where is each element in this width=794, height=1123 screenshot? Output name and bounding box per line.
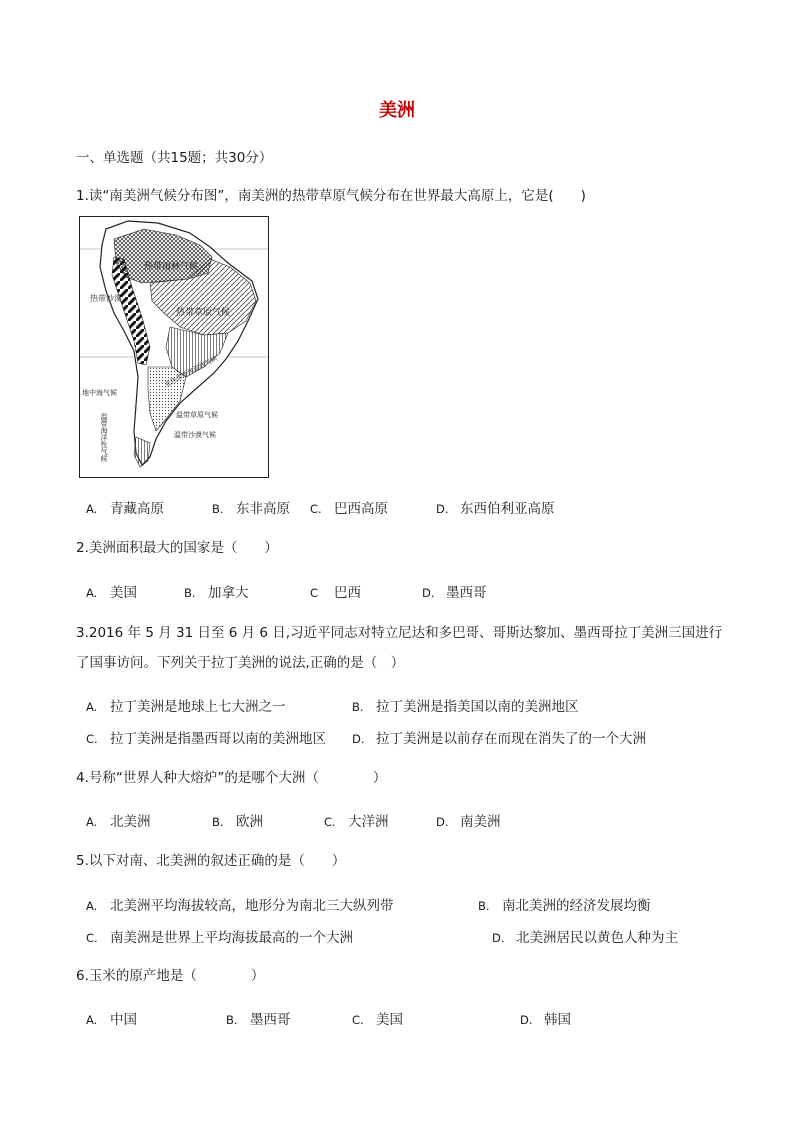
question-4-stem: 4.号称“世界人种大熔炉”的是哪个大洲（ ）	[76, 770, 387, 786]
option-d[interactable]: D. 北美洲居民以黄色人种为主	[492, 930, 678, 946]
map-label-temperate-desert: 温带沙漠气候	[174, 431, 216, 439]
option-a[interactable]: A. 拉丁美洲是地球上七大洲之一	[86, 699, 286, 715]
option-a[interactable]: A. 青藏高原	[86, 501, 164, 517]
question-3-stem: 3.2016 年 5 月 31 日至 6 月 6 日,习近平同志对特立尼达和多巴哥、哥斯达黎加、墨西哥拉丁美洲三国进行了国事访问。下列关于拉丁美洲的说法,正确的是（ ）	[76, 625, 723, 671]
south-america-climate-map	[79, 216, 269, 478]
option-c[interactable]: C. 美国	[352, 1012, 403, 1028]
climate-map-svg	[80, 217, 268, 477]
question-6-stem: 6.玉米的原产地是（ ）	[76, 968, 265, 984]
option-b[interactable]: B. 加拿大	[184, 585, 249, 601]
option-b[interactable]: B. 欧洲	[212, 814, 263, 830]
option-b[interactable]: B. 东非高原	[212, 501, 290, 517]
option-c[interactable]: C. 巴西高原	[310, 501, 388, 517]
map-label-rainforest: 热带雨林气候	[144, 262, 199, 272]
question-1-stem: 1.读“南美洲气候分布图”，南美洲的热带草原气候分布在世界最大高原上，它是( )	[76, 188, 586, 204]
map-label-savanna: 热带草原气候	[176, 308, 231, 318]
option-b[interactable]: B. 南北美洲的经济发展均衡	[478, 898, 651, 914]
option-d[interactable]: D. 墨西哥	[422, 585, 487, 601]
option-c[interactable]: C. 拉丁美洲是指墨西哥以南的美洲地区	[86, 731, 326, 747]
option-d[interactable]: D. 拉丁美洲是以前存在而现在消失了的一个大洲	[352, 731, 646, 747]
option-a[interactable]: A. 北美洲平均海拔较高，地形分为南北三大纵列带	[86, 898, 394, 914]
option-b[interactable]: B. 拉丁美洲是指美国以南的美洲地区	[352, 699, 579, 715]
map-label-temperate-grass: 温带草原气候	[176, 411, 218, 419]
option-d[interactable]: D. 南美洲	[436, 814, 501, 830]
option-a[interactable]: A. 中国	[86, 1012, 137, 1028]
map-label-temperate-ocean: 温带海洋性气候	[100, 413, 108, 462]
section-heading: 一、单选题（共15题；共30分）	[76, 150, 273, 166]
option-d[interactable]: D. 韩国	[520, 1012, 571, 1028]
option-a[interactable]: A. 美国	[86, 585, 137, 601]
option-b[interactable]: B. 墨西哥	[226, 1012, 291, 1028]
map-label-desert: 热带沙漠	[90, 294, 122, 303]
question-2-stem: 2.美洲面积最大的国家是（ ）	[76, 540, 278, 556]
question-5-stem: 5.以下对南、北美洲的叙述正确的是（ ）	[76, 853, 346, 869]
option-a[interactable]: A. 北美洲	[86, 814, 151, 830]
option-c[interactable]: C 巴西	[310, 585, 361, 601]
question-5-options	[86, 894, 726, 954]
option-d[interactable]: D. 东西伯利亚高原	[436, 501, 555, 517]
option-c[interactable]: C. 大洋洲	[324, 814, 389, 830]
page-title: 美洲	[379, 100, 415, 121]
option-c[interactable]: C. 南美洲是世界上平均海拔最高的一个大洲	[86, 930, 353, 946]
question-3-options	[86, 695, 726, 755]
map-label-mediterranean: 地中海气候	[82, 389, 117, 397]
map-label-subtropical: 亚热带季风湿润气候	[163, 354, 219, 389]
